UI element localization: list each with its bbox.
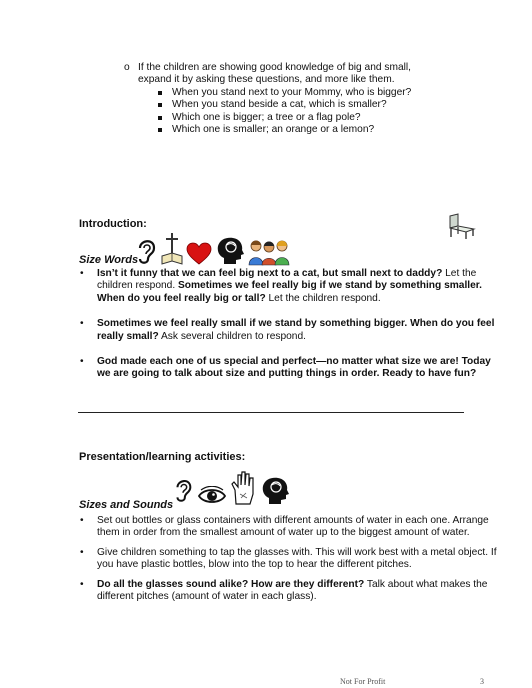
presentation-heading: Presentation/learning activities: xyxy=(79,451,246,463)
circle-list-item xyxy=(124,62,424,87)
footer-text: Not For Profit xyxy=(340,677,386,686)
children-group-icon xyxy=(248,238,290,266)
list-item: • Set out bottles or glass containers with different amounts of water in each one. Arrange them in order from the smallest amount of water up to the biggest amount of water. xyxy=(80,515,489,539)
bullet-dot: • xyxy=(80,268,84,279)
intro-icon-row xyxy=(134,232,290,266)
heart-icon xyxy=(186,242,212,266)
list-item: When you stand beside a cat, which is smaller? xyxy=(158,99,438,111)
list-item: Which one is smaller; an orange or a lemon? xyxy=(158,124,438,136)
presentation-icon-row xyxy=(172,470,290,506)
square-bullet xyxy=(158,91,162,95)
bullet-dot: • xyxy=(80,318,84,330)
list-item: • God made each one of us special and perfect—no matter what size we are! Today we are going to talk about size and putting things in order. Ready to have fun? xyxy=(80,356,491,380)
square-bullet xyxy=(158,116,162,120)
book-cross-icon xyxy=(161,232,183,266)
bullet-dot: • xyxy=(80,356,84,368)
question-list xyxy=(158,87,438,137)
size-words-subheading: Size Words xyxy=(79,254,139,266)
head-thinking-icon xyxy=(260,476,290,506)
eye-icon xyxy=(198,486,226,506)
hand-icon xyxy=(230,470,256,506)
presentation-bullets xyxy=(79,515,499,603)
bullet-dot: • xyxy=(80,515,84,526)
bullet-dot: • xyxy=(80,546,84,558)
square-bullet xyxy=(158,128,162,132)
ear-icon xyxy=(172,474,194,506)
square-bullet xyxy=(158,103,162,107)
chair-icon xyxy=(444,212,478,240)
list-item: Which one is bigger; a tree or a flag pole? xyxy=(158,112,438,124)
bullet-dot: • xyxy=(80,578,84,590)
introduction-heading: Introduction: xyxy=(79,218,147,230)
list-item: • Give children something to tap the glasses with. This will work best with a metal object. If you have plastic bottles, blow into the top to hear the different pitches. xyxy=(80,546,497,571)
page-number: 3 xyxy=(480,677,484,686)
list-item: • Do all the glasses sound alike? How are they different? Talk about what makes the different pitches (amount of water in each glass). xyxy=(80,578,488,603)
section-divider xyxy=(78,412,464,413)
list-item: • Sometimes we feel really small if we stand by something bigger. When do you feel really small? Ask several children to respond. xyxy=(80,318,495,342)
head-thinking-icon xyxy=(215,236,245,266)
circle-bullet: o xyxy=(124,62,130,73)
sizes-and-sounds-subheading: Sizes and Sounds xyxy=(79,499,174,511)
list-item: When you stand next to your Mommy, who is bigger? xyxy=(158,87,438,99)
ear-icon xyxy=(134,236,158,266)
circle-item-text: If the children are showing good knowledge of big and small, expand it by asking these questions, and more like them. xyxy=(138,62,411,86)
list-item: • Isn’t it funny that we can feel big next to a cat, but small next to daddy? Let the children respond. Sometimes we feel really big if we stand by something smaller. When do you feel really big or tall? Let the children respond. xyxy=(80,268,483,304)
introduction-bullets xyxy=(79,268,499,381)
